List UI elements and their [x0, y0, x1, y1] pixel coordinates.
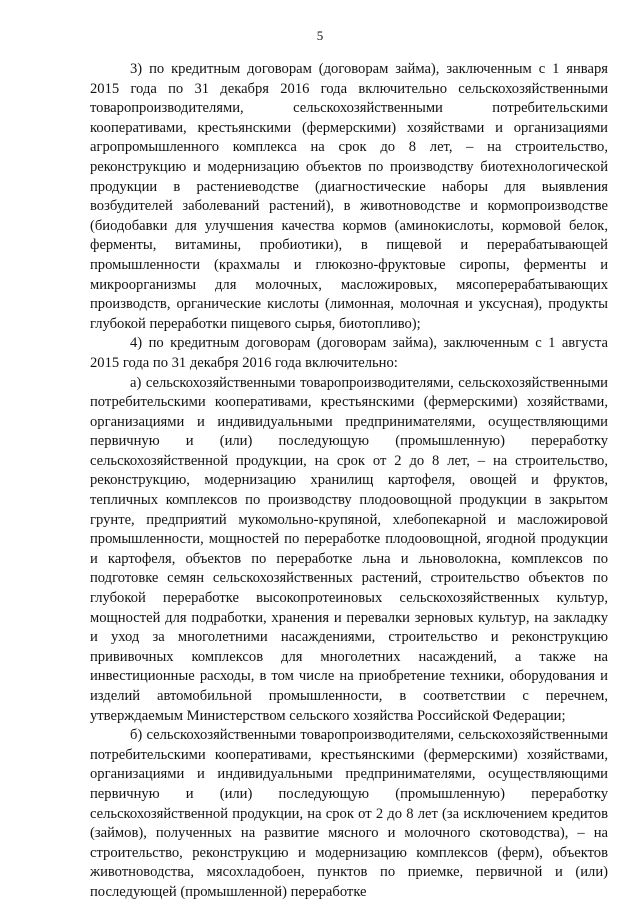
- paragraph-item-4: 4) по кредитным договорам (договорам займа), заключенным с 1 августа 2015 года по 31 декабря 2016 года включительно:: [90, 335, 608, 371]
- paragraph-subitem-a: а) сельскохозяйственными товаропроизводителями, сельскохозяйственными потребительскими кооперативами, крестьянскими (фермерскими) хозяйствами, организациями и индивидуальными предпринимателями, осуществляющими первичную и (или) последующую (промышленную) переработку сельскохозяйственной продукции, на срок от 2 до 8 лет, – на строительство, реконструкцию, модернизацию хранилищ картофеля, овощей и фруктов, тепличных комплексов по производству плодоовощной продукции в закрытом грунте, предприятий мукомольно-крупяной, хлебопекарной и масложировой промышленности, мощностей по переработке плодоовощной, ягодной продукции и картофеля, объектов по переработке льна и льноволокна, комплексов по подготовке семян сельскохозяйственных растений, строительство объектов по глубокой переработке высокопротеиновых сельскохозяйственных культур, мощностей для подработки, хранения и перевалки зерновых культур, на закладку и уход за многолетними насаждениями, строительство и реконструкцию прививочных комплексов для многолетних насаждений, а также на инвестиционные расходы, в том числе на приобретение техники, оборудования и изделий автомобильной промышленности, в соответствии с перечнем, утверждаемым Министерством сельского хозяйства Российской Федерации;: [90, 374, 608, 724]
- paragraph-item-3: 3) по кредитным договорам (договорам займа), заключенным с 1 января 2015 года по 31 декабря 2016 года включительно сельскохозяйственными товаропроизводителями, сельскохозяйственными потребительскими кооперативами, крестьянскими (фермерскими) хозяйствами и организациями агропромышленного комплекса на срок до 8 лет, – на строительство, реконструкцию и модернизацию объектов по производству биотехнологической продукции в растениеводстве (диагностические наборы для выявления возбудителей заболеваний растений), в животноводстве и кормопроизводстве (биодобавки для улучшения качества кормов (аминокислоты, кормовой белок, ферменты, витамины, пробиотики), в пищевой и перерабатывающей промышленности (крахмалы и глюкозно-фруктовые сиропы, ферменты и микроорганизмы для молочных, масложировых, мясоперерабатывающих производств, органические кислоты (лимонная, молочная и уксусная), продукты глубокой переработки пищевого сырья, биотопливо);: [90, 61, 608, 332]
- paragraph-subitem-b: б) сельскохозяйственными товаропроизводителями, сельскохозяйственными потребительскими кооперативами, крестьянскими (фермерскими) хозяйствами, организациями и индивидуальными предпринимателями, осуществляющими первичную и (или) последующую (промышленную) переработку сельскохозяйственной продукции, на срок от 2 до 8 лет (за исключением кредитов (займов), полученных на развитие мясного и молочного скотоводства), – на строительство, реконструкцию и модернизацию комплексов (ферм), объектов животноводства, мясохладобоен, пунктов по приемке, первичной и (или) последующей (промышленной) переработке: [90, 727, 608, 900]
- body-text: [90, 60, 608, 903]
- page-number: 5: [316, 28, 324, 43]
